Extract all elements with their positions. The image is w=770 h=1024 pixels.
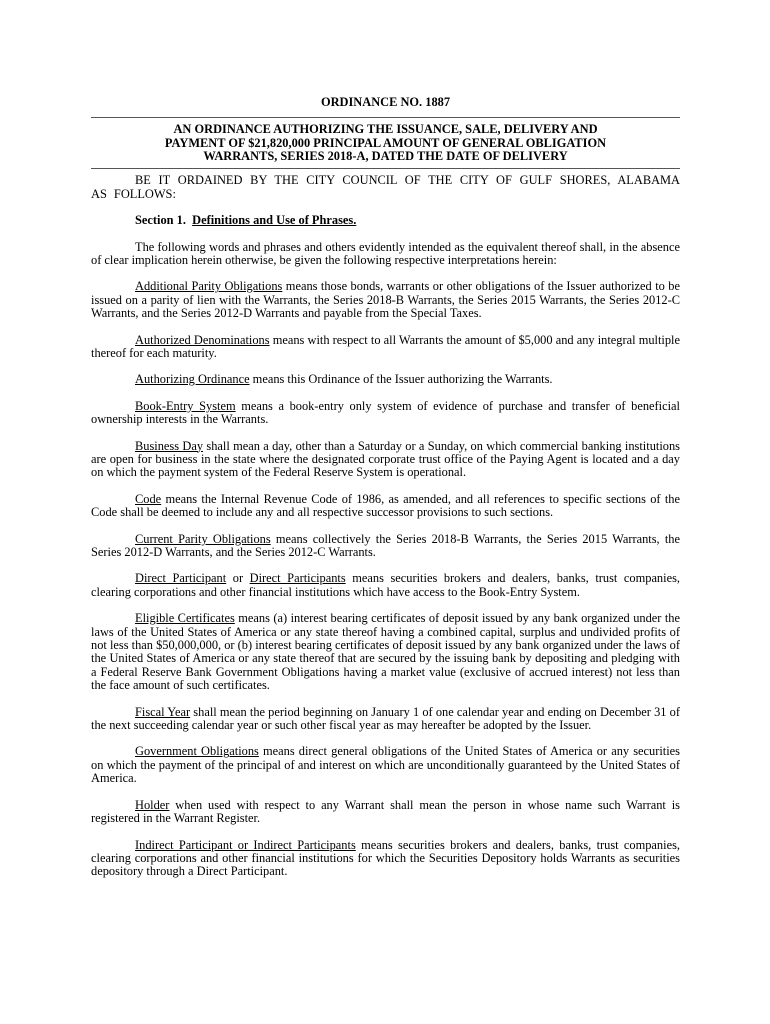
definition-term: Authorizing Ordinance xyxy=(135,372,250,387)
definition-paragraph xyxy=(91,493,680,520)
definition-paragraph xyxy=(91,373,680,386)
definition-term: Book-Entry System xyxy=(135,398,236,413)
heading-line: PAYMENT OF $21,820,000 PRINCIPAL AMOUNT OF GENERAL OBLIGATION xyxy=(164,135,607,150)
definition-paragraph xyxy=(91,533,680,560)
definition-paragraph xyxy=(91,400,680,427)
document-page xyxy=(91,96,680,879)
section-title: Definitions and Use of Phrases. xyxy=(192,213,357,228)
definition-paragraph xyxy=(91,612,680,692)
definition-text: means this Ordinance of the Issuer authorizing the Warrants. xyxy=(249,372,553,387)
page-title: ORDINANCE NO. 1887 xyxy=(320,95,451,109)
definition-text: means collectively the Series 2018-B Warrants, the Series 2015 Warrants, the Series 2012-D Warrants, and the Series 2012-C Warrants. xyxy=(91,531,680,560)
definition-text: means with respect to all Warrants the amount of $5,000 and any integral multiple thereof for each maturity. xyxy=(91,332,680,360)
intro-paragraph: The following words and phrases and others evidently intended as the equivalent thereof shall, in the absence of clear implication herein otherwise, be given the following respective interpretations herein: xyxy=(91,239,680,267)
definition-term: Holder xyxy=(135,797,170,812)
section-number: Section 1. xyxy=(135,213,186,228)
definition-term: Code xyxy=(135,491,162,506)
definition-text: shall mean the period beginning on January 1 of one calendar year and ending on December 31 of the next succeeding calendar year or such other fiscal year as may hereafter be adopted by the Issuer. xyxy=(91,704,680,733)
definition-paragraph xyxy=(91,745,680,785)
definition-text: shall mean a day, other than a Saturday or a Sunday, on which commercial banking institutions are open for business in the state where the designated corporate trust office of the Paying Agent is located and a day on which the payment system of the Federal Reserve System is operational. xyxy=(91,438,680,480)
heading-line: WARRANTS, SERIES 2018-A, DATED THE DATE OF DELIVERY xyxy=(203,149,568,163)
enacting-clause: BE IT ORDAINED BY THE CITY COUNCIL OF THE CITY OF GULF SHORES, ALABAMA AS FOLLOWS: xyxy=(91,173,680,201)
definition-paragraph xyxy=(91,572,680,599)
definition-paragraph xyxy=(91,706,680,733)
definition-term: Fiscal Year xyxy=(135,704,191,719)
title-divider xyxy=(91,117,680,118)
section-heading xyxy=(91,214,680,227)
definition-text: means the Internal Revenue Code of 1986, as amended, and all references to specific sections of the Code shall be deemed to include any and all respective successor provisions to such sections. xyxy=(91,491,680,520)
definition-term: Eligible Certificates xyxy=(135,611,235,626)
definitions-list xyxy=(91,280,680,878)
definition-term: Direct Participants xyxy=(249,571,346,586)
definition-paragraph xyxy=(91,280,680,320)
definition-connector: or xyxy=(226,571,250,586)
heading-divider xyxy=(91,168,680,169)
definition-paragraph xyxy=(91,839,680,879)
definition-text: means (a) interest bearing certificates of deposit issued by any bank organized under the laws of the United States of America or any state thereof having a combined capital, surplus and undivided profits of not less than $50,000,000, or (b) interest bearing certificates of deposit issued by any bank organized under the laws of the United States of America or any state thereof that are secured by the issuing bank by depositing and pledging with a Federal Reserve Bank Government Obligations having a market value (exclusive of accrued interest) not less than the face amount of such certificates. xyxy=(91,611,680,693)
definition-text: means securities brokers and dealers, banks, trust companies, clearing corporations and other financial institutions which have access to the Book-Entry System. xyxy=(91,571,680,599)
definition-text: means a book-entry only system of evidence of purchase and transfer of beneficial ownership interests in the Warrants. xyxy=(91,398,680,427)
definition-text: means direct general obligations of the United States of America or any securities on which the payment of the principal of and interest on which are unconditionally guaranteed by the United States of America. xyxy=(91,744,680,786)
definition-paragraph xyxy=(91,799,680,826)
definition-text: means securities brokers and dealers, banks, trust companies, clearing corporations and other financial institutions for which the Securities Depository holds Warrants as securities depository through a Direct Participant. xyxy=(91,837,680,879)
definition-term: Government Obligations xyxy=(135,744,259,759)
definition-paragraph xyxy=(91,334,680,361)
definition-term: Additional Parity Obligations xyxy=(135,279,283,294)
definition-term: Business Day xyxy=(135,438,204,453)
definition-term: Authorized Denominations xyxy=(135,332,270,347)
definition-term: Indirect Participant or Indirect Participants xyxy=(135,837,356,852)
definition-term: Current Parity Obligations xyxy=(135,531,271,546)
definition-term: Direct Participant xyxy=(135,571,227,586)
definition-paragraph xyxy=(91,440,680,480)
definition-text: means those bonds, warrants or other obligations of the Issuer authorized to be issued on a parity of lien with the Warrants, the Series 2018-B Warrants, the Series 2015 Warrants, the Series 2012-C Warrants, and the Series 2012-D Warrants and payable from the Special Taxes. xyxy=(91,279,680,321)
definition-text: when used with respect to any Warrant shall mean the person in whose name such Warrant is registered in the Warrant Register. xyxy=(91,797,680,826)
heading-line: AN ORDINANCE AUTHORIZING THE ISSUANCE, SALE, DELIVERY AND xyxy=(173,122,598,137)
ordinance-heading xyxy=(91,123,680,163)
